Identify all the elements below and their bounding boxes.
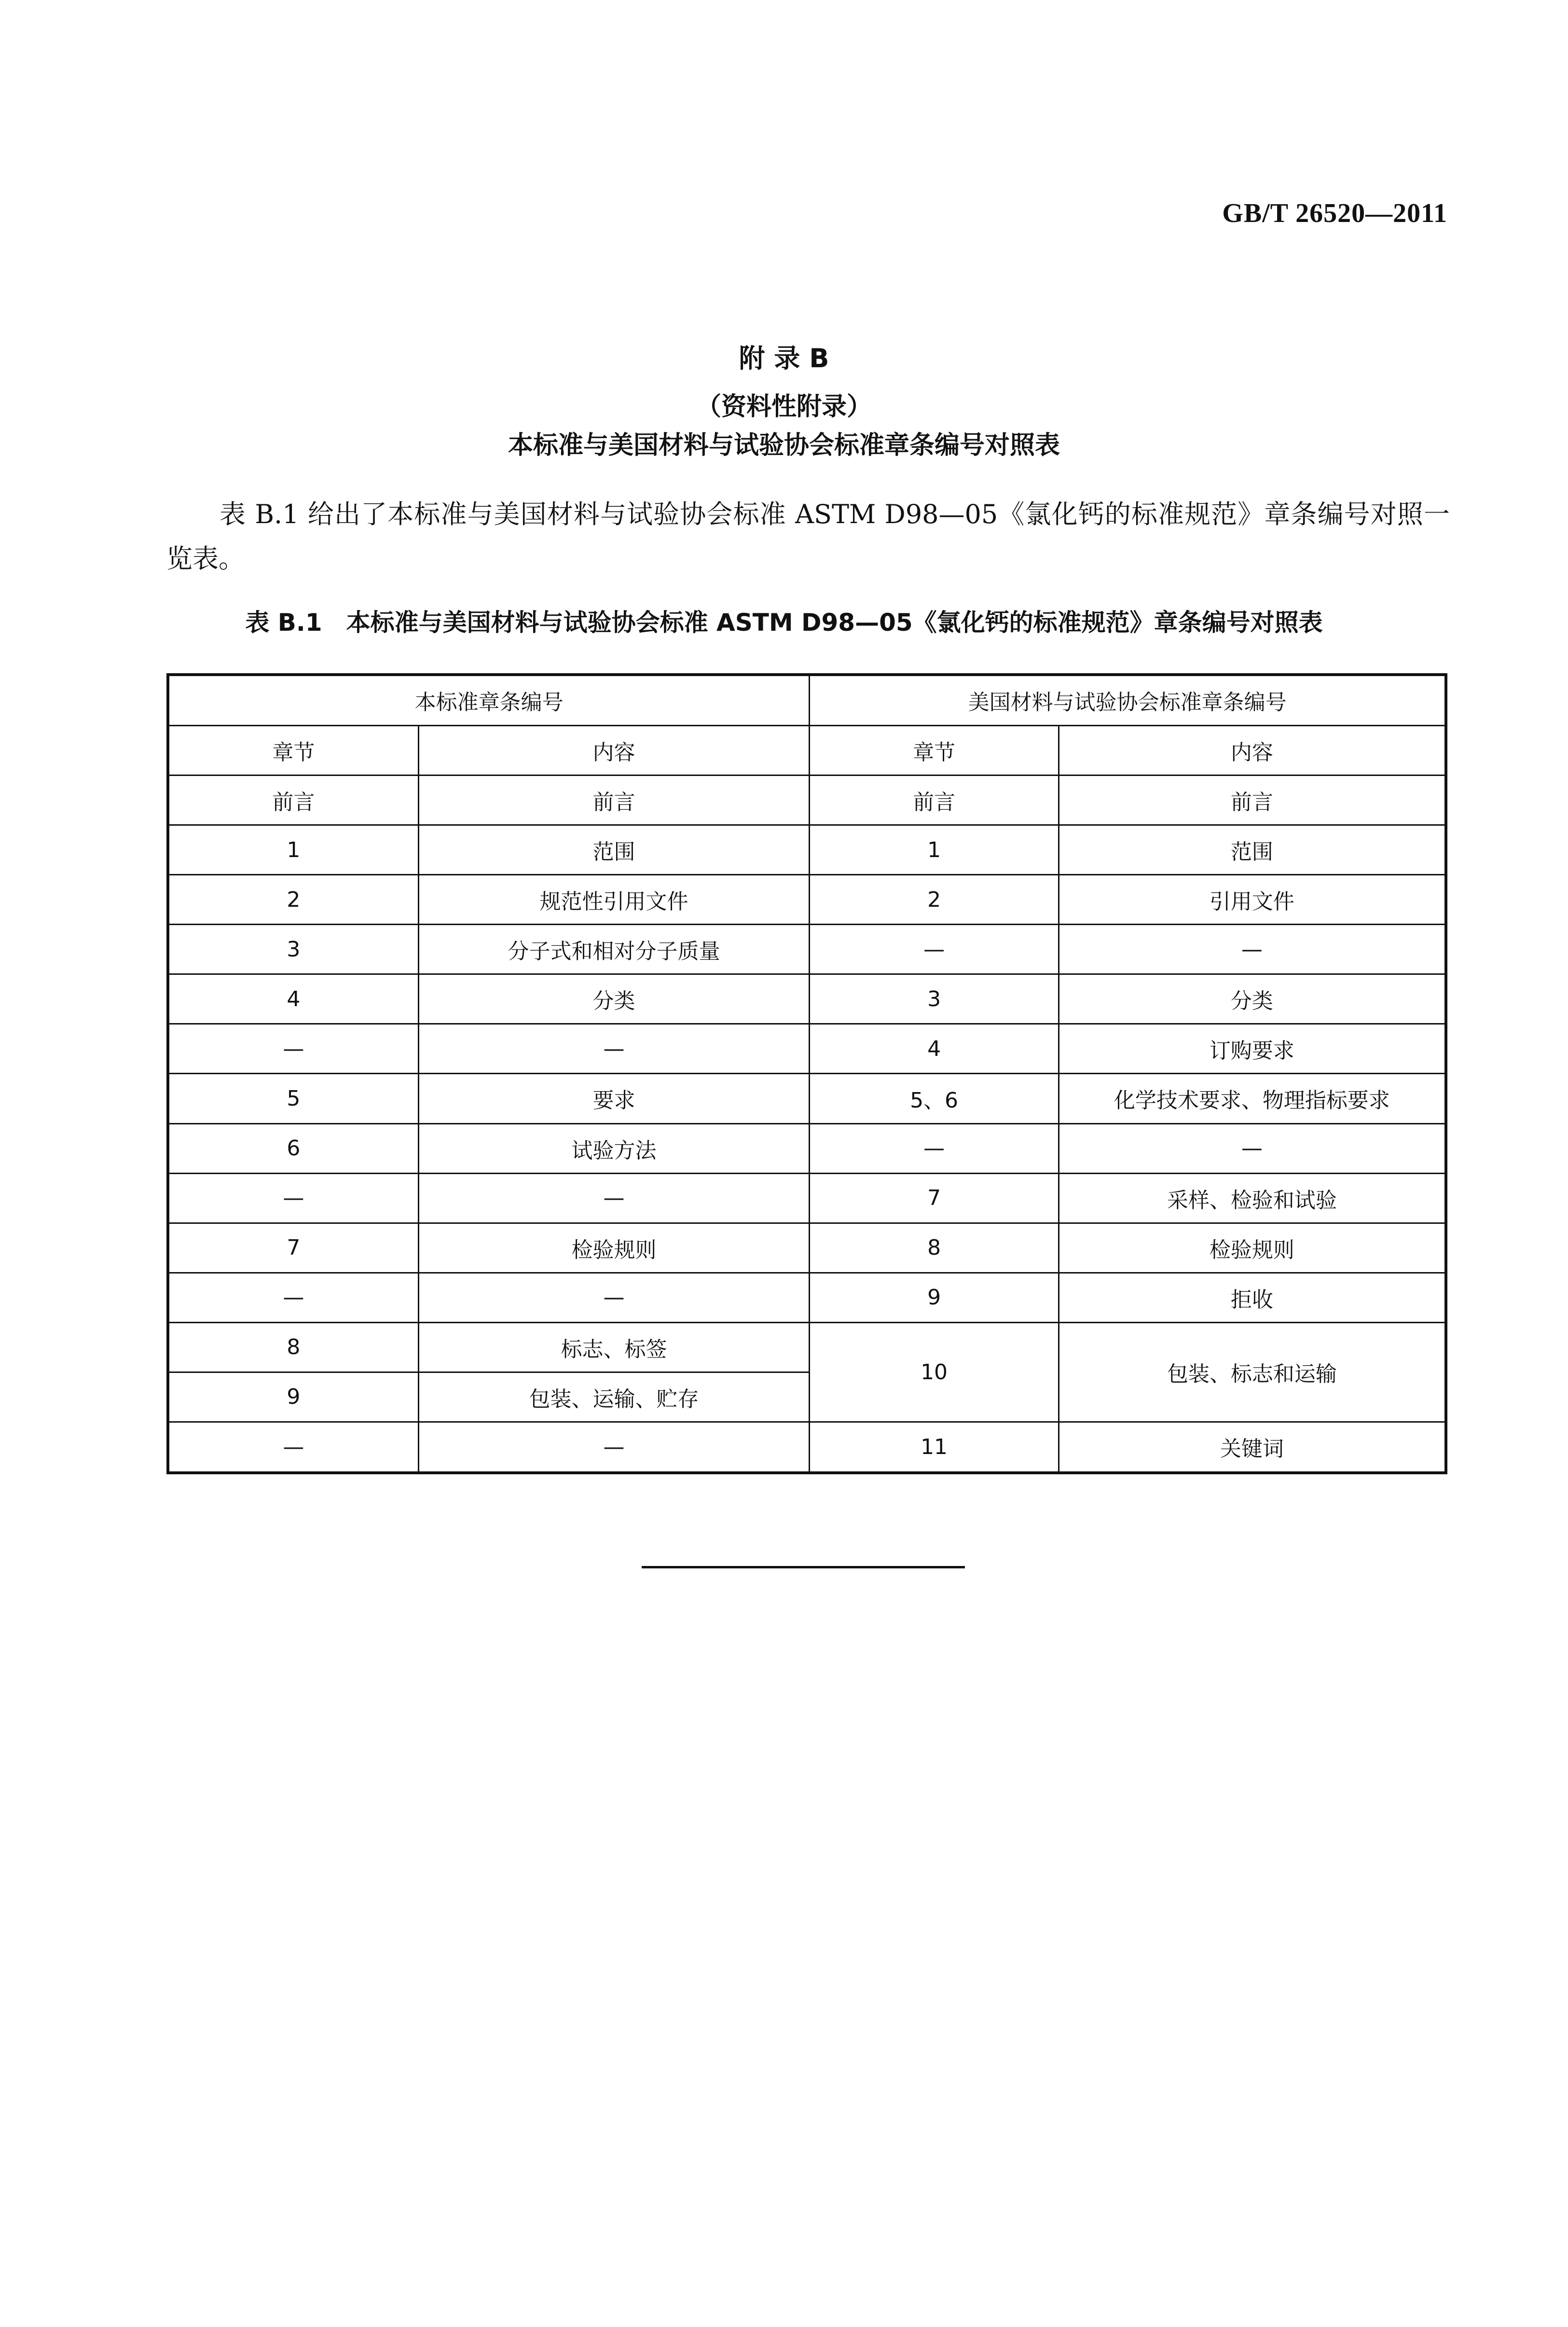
table-row bbox=[168, 1223, 1446, 1273]
table-group-header-row bbox=[168, 675, 1446, 725]
cell-this-clause: 6 bbox=[168, 1123, 418, 1173]
cell-astm-clause: 11 bbox=[810, 1422, 1059, 1473]
cell-this-content: — bbox=[418, 1273, 810, 1322]
cell-astm-clause: — bbox=[810, 1123, 1059, 1173]
cell-this-clause: — bbox=[168, 1273, 418, 1322]
table-row bbox=[168, 875, 1446, 925]
annex-type: （资料性附录） bbox=[696, 392, 872, 421]
table-row bbox=[168, 1322, 1446, 1372]
table-row bbox=[168, 1123, 1446, 1173]
cell-astm-content: 订购要求 bbox=[1059, 1024, 1446, 1074]
cell-this-clause: — bbox=[168, 1024, 418, 1074]
column-header-content: 内容 bbox=[418, 725, 810, 775]
group-header-this-standard: 本标准章条编号 bbox=[168, 675, 810, 725]
cell-astm-clause: 3 bbox=[810, 974, 1059, 1024]
cell-this-clause: 2 bbox=[168, 875, 418, 925]
cell-astm-content: 拒收 bbox=[1059, 1273, 1446, 1322]
comparison-table bbox=[166, 673, 1447, 1474]
cell-astm-content: 引用文件 bbox=[1059, 875, 1446, 925]
cell-this-clause: 前言 bbox=[168, 775, 418, 825]
cell-astm-content: 采样、检验和试验 bbox=[1059, 1173, 1446, 1223]
comparison-table-wrapper bbox=[166, 673, 1447, 1474]
table-row bbox=[168, 1422, 1446, 1473]
cell-astm-content: — bbox=[1059, 1123, 1446, 1173]
cell-astm-clause: 2 bbox=[810, 875, 1059, 925]
cell-astm-content: 前言 bbox=[1059, 775, 1446, 825]
cell-this-clause: 1 bbox=[168, 825, 418, 875]
cell-this-content: — bbox=[418, 1024, 810, 1074]
table-row bbox=[168, 775, 1446, 825]
cell-this-clause: 8 bbox=[168, 1322, 418, 1372]
cell-this-content: — bbox=[418, 1173, 810, 1223]
cell-astm-clause: 8 bbox=[810, 1223, 1059, 1273]
cell-astm-clause: 前言 bbox=[810, 775, 1059, 825]
cell-this-clause: — bbox=[168, 1173, 418, 1223]
cell-astm-clause: — bbox=[810, 925, 1059, 974]
table-row bbox=[168, 1074, 1446, 1123]
cell-this-content: 包装、运输、贮存 bbox=[418, 1372, 810, 1422]
cell-astm-clause: 4 bbox=[810, 1024, 1059, 1074]
cell-this-content: 规范性引用文件 bbox=[418, 875, 810, 925]
cell-astm-clause: 5、6 bbox=[810, 1074, 1059, 1123]
intro-paragraph: 表 B.1 给出了本标准与美国材料与试验协会标准 ASTM D98—05《氯化钙的标准规范》章条编号对照一览表。 bbox=[166, 499, 1450, 574]
annex-title: 附 录 B bbox=[739, 343, 829, 374]
cell-this-content: 范围 bbox=[418, 825, 810, 875]
cell-this-clause: 7 bbox=[168, 1223, 418, 1273]
table-row bbox=[168, 825, 1446, 875]
table-row bbox=[168, 1024, 1446, 1074]
table-row bbox=[168, 1173, 1446, 1223]
cell-this-clause: 5 bbox=[168, 1074, 418, 1123]
cell-astm-content: 范围 bbox=[1059, 825, 1446, 875]
cell-this-clause: 9 bbox=[168, 1372, 418, 1422]
table-caption: 表 B.1 本标准与美国材料与试验协会标准 ASTM D98—05《氯化钙的标准规范》章条编号对照表 bbox=[245, 609, 1323, 637]
cell-astm-clause: 1 bbox=[810, 825, 1059, 875]
annex-name: 本标准与美国材料与试验协会标准章条编号对照表 bbox=[508, 431, 1060, 460]
cell-this-content: 试验方法 bbox=[418, 1123, 810, 1173]
cell-this-content: 分类 bbox=[418, 974, 810, 1024]
table-row bbox=[168, 974, 1446, 1024]
cell-astm-content-merged: 包装、标志和运输 bbox=[1059, 1322, 1446, 1422]
cell-astm-content: 检验规则 bbox=[1059, 1223, 1446, 1273]
cell-astm-content: — bbox=[1059, 925, 1446, 974]
column-header-clause: 章节 bbox=[810, 725, 1059, 775]
cell-this-content: 前言 bbox=[418, 775, 810, 825]
cell-this-content: 标志、标签 bbox=[418, 1322, 810, 1372]
column-header-clause: 章节 bbox=[168, 725, 418, 775]
group-header-astm-standard: 美国材料与试验协会标准章条编号 bbox=[810, 675, 1446, 725]
table-column-header-row bbox=[168, 725, 1446, 775]
cell-this-content: 要求 bbox=[418, 1074, 810, 1123]
cell-astm-content: 分类 bbox=[1059, 974, 1446, 1024]
cell-astm-clause-merged: 10 bbox=[810, 1322, 1059, 1422]
cell-this-content: 分子式和相对分子质量 bbox=[418, 925, 810, 974]
end-of-document-rule bbox=[642, 1566, 965, 1568]
cell-this-content: — bbox=[418, 1422, 810, 1473]
cell-astm-content: 化学技术要求、物理指标要求 bbox=[1059, 1074, 1446, 1123]
cell-astm-clause: 7 bbox=[810, 1173, 1059, 1223]
standard-code: GB/T 26520—2011 bbox=[1222, 198, 1447, 228]
cell-astm-clause: 9 bbox=[810, 1273, 1059, 1322]
table-row bbox=[168, 925, 1446, 974]
cell-this-content: 检验规则 bbox=[418, 1223, 810, 1273]
cell-this-clause: 3 bbox=[168, 925, 418, 974]
cell-this-clause: 4 bbox=[168, 974, 418, 1024]
column-header-content: 内容 bbox=[1059, 725, 1446, 775]
cell-astm-content: 关键词 bbox=[1059, 1422, 1446, 1473]
table-row bbox=[168, 1273, 1446, 1322]
cell-this-clause: — bbox=[168, 1422, 418, 1473]
